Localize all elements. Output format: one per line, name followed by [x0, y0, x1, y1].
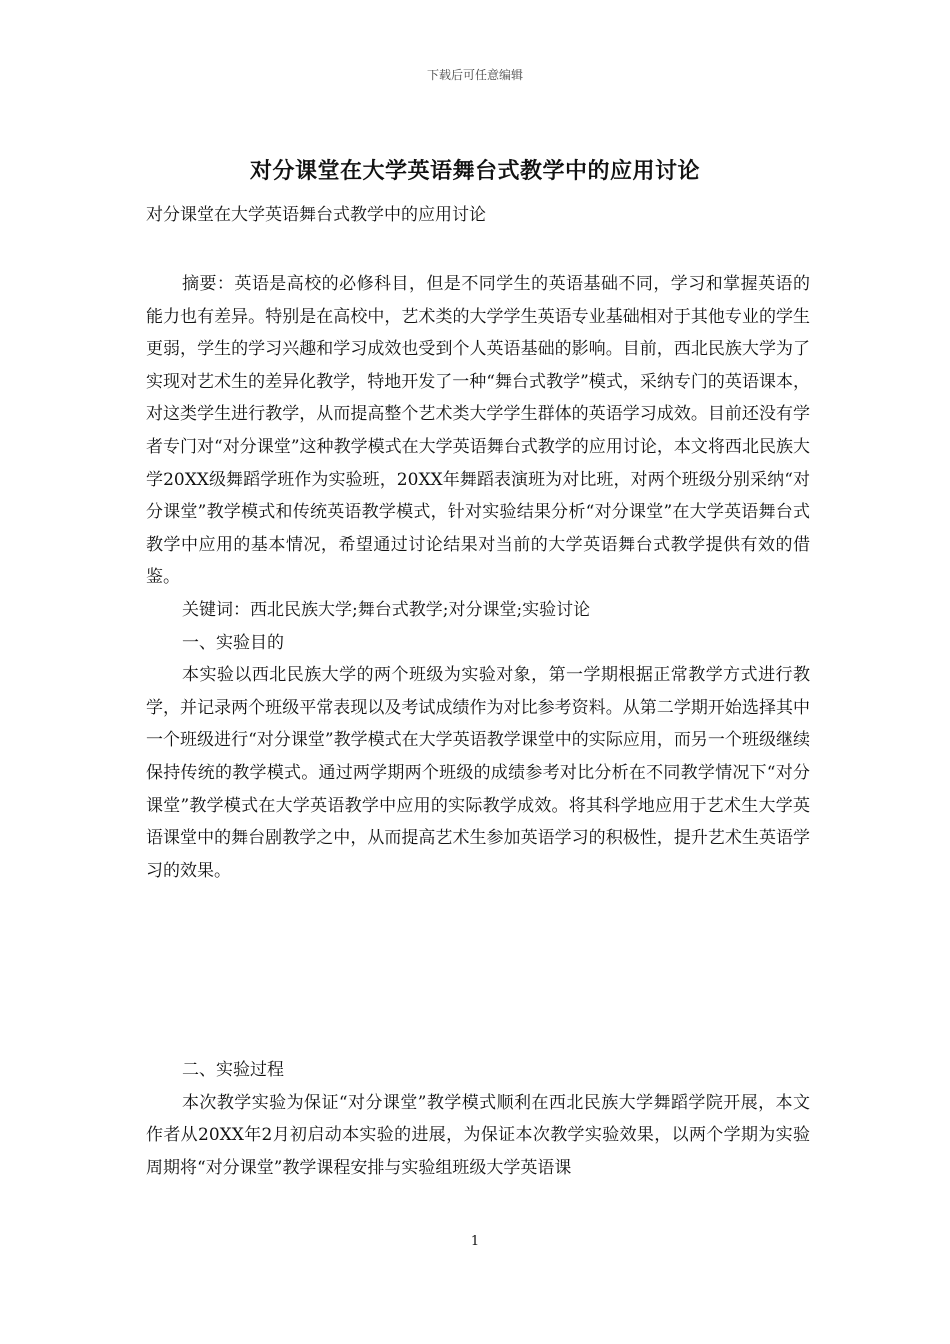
document-body [146, 268, 810, 887]
section-1-paragraph: 本实验以西北民族大学的两个班级为实验对象，第一学期根据正常教学方式进行教学，并记录两个班级平常表现以及考试成绩作为对比参考资料。从第二学期开始选择其中一个班级进行“对分课堂”教学模式在大学英语教学课堂中的实际应用，而另一个班级继续保持传统的教学模式。通过两学期两个班级的成绩参考对比分析在不同教学情况下“对分课堂”教学模式在大学英语教学中应用的实际教学成效。将其科学地应用于艺术生大学英语课堂中的舞台剧教学之中，从而提高艺术生参加英语学习的积极性，提升艺术生英语学习的效果。 [146, 665, 810, 881]
page-number: 1 [470, 1234, 480, 1249]
document-subtitle: 对分课堂在大学英语舞台式教学中的应用讨论 [146, 205, 486, 225]
abstract-paragraph: 摘要：英语是高校的必修科目，但是不同学生的英语基础不同，学习和掌握英语的能力也有差异。特别是在高校中，艺术类的大学学生英语专业基础相对于其他专业的学生更弱，学生的学习兴趣和学习成效也受到个人英语基础的影响。目前，西北民族大学为了实现对艺术生的差异化教学，特地开发了一种“舞台式教学”模式，采纳专门的英语课本，对这类学生进行教学，从而提高整个艺术类大学学生群体的英语学习成效。目前还没有学者专门对“对分课堂”这种教学模式在大学英语舞台式教学的应用讨论，本文将西北民族大学20XX级舞蹈学班作为实验班，20XX年舞蹈表演班为对比班，对两个班级分别采纳“对分课堂”教学模式和传统英语教学模式，针对实验结果分析“对分课堂”在大学英语舞台式教学中应用的基本情况，希望通过讨论结果对当前的大学英语舞台式教学提供有效的借鉴。 [146, 274, 810, 588]
section-2-paragraph: 本次教学实验为保证“对分课堂”教学模式顺利在西北民族大学舞蹈学院开展，本文作者从20XX年2月初启动本实验的进展，为保证本次教学实验效果，以两个学期为实验周期将“对分课堂”教学课程安排与实验组班级大学英语课 [146, 1092, 810, 1178]
section-2-heading: 二、实验过程 [182, 1060, 284, 1080]
document-body-continued [146, 1054, 810, 1184]
document-title: 对分课堂在大学英语舞台式教学中的应用讨论 [249, 158, 700, 184]
keywords-line: 关键词：西北民族大学;舞台式教学;对分课堂;实验讨论 [182, 599, 591, 620]
header-note: 下载后可任意编辑 [426, 68, 523, 82]
section-1-heading: 一、实验目的 [182, 632, 284, 653]
